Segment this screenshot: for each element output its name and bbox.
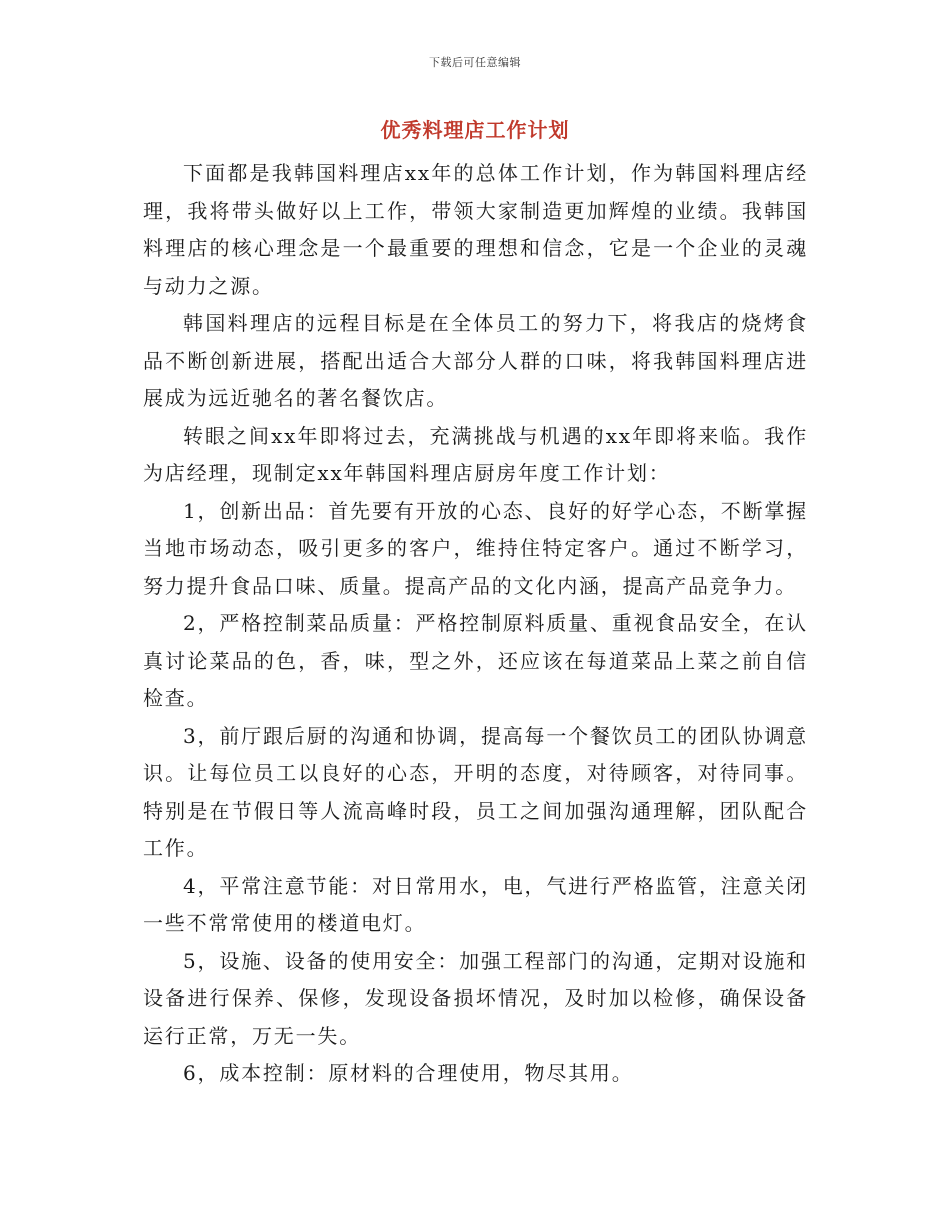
paragraph-intro: 下面都是我韩国料理店xx年的总体工作计划，作为韩国料理店经理，我将带头做好以上工作，带领大家制造更加辉煌的业绩。我韩国料理店的核心理念是一个最重要的理想和信念，它是一个企业的灵魂与动力之源。 [143, 161, 808, 298]
paragraph-goal: 韩国料理店的远程目标是在全体员工的努力下，将我店的烧烤食品不断创新进展，搭配出适合大部分人群的口味，将我韩国料理店进展成为远近驰名的著名餐饮店。 [143, 311, 808, 410]
paragraph-plan-intro: 转眼之间xx年即将过去，充满挑战与机遇的xx年即将来临。我作为店经理，现制定xx年韩国料理店厨房年度工作计划： [143, 423, 808, 485]
paragraph-item-1: 1，创新出品：首先要有开放的心态、良好的好学心态，不断掌握当地市场动态，吸引更多的客户，维持住特定客户。通过不断学习，努力提升食品口味、质量。提高产品的文化内涵，提高产品竞争力。 [143, 498, 808, 598]
document-body [143, 155, 808, 1093]
paragraph-item-5: 5，设施、设备的使用安全：加强工程部门的沟通，定期对设施和设备进行保养、保修，发现设备损坏情况，及时加以检修，确保设备运行正常，万无一失。 [143, 948, 808, 1048]
paragraph-item-2: 2，严格控制菜品质量：严格控制原料质量、重视食品安全，在认真讨论菜品的色，香，味，型之外，还应该在每道菜品上菜之前自信检查。 [143, 611, 808, 710]
document-title: 优秀料理店工作计划 [380, 118, 570, 142]
paragraph-item-6: 6，成本控制：原材料的合理使用，物尽其用。 [183, 1061, 634, 1085]
paragraph-item-3: 3，前厅跟后厨的沟通和协调，提高每一个餐饮员工的团队协调意识。让每位员工以良好的心态，开明的态度，对待顾客，对待同事。特别是在节假日等人流高峰时段，员工之间加强沟通理解，团队配合工作。 [143, 723, 808, 860]
paragraph-item-4: 4，平常注意节能：对日常用水，电，气进行严格监管，注意关闭一些不常常使用的楼道电灯。 [143, 873, 808, 935]
header-note: 下载后可任意编辑 [429, 56, 521, 69]
